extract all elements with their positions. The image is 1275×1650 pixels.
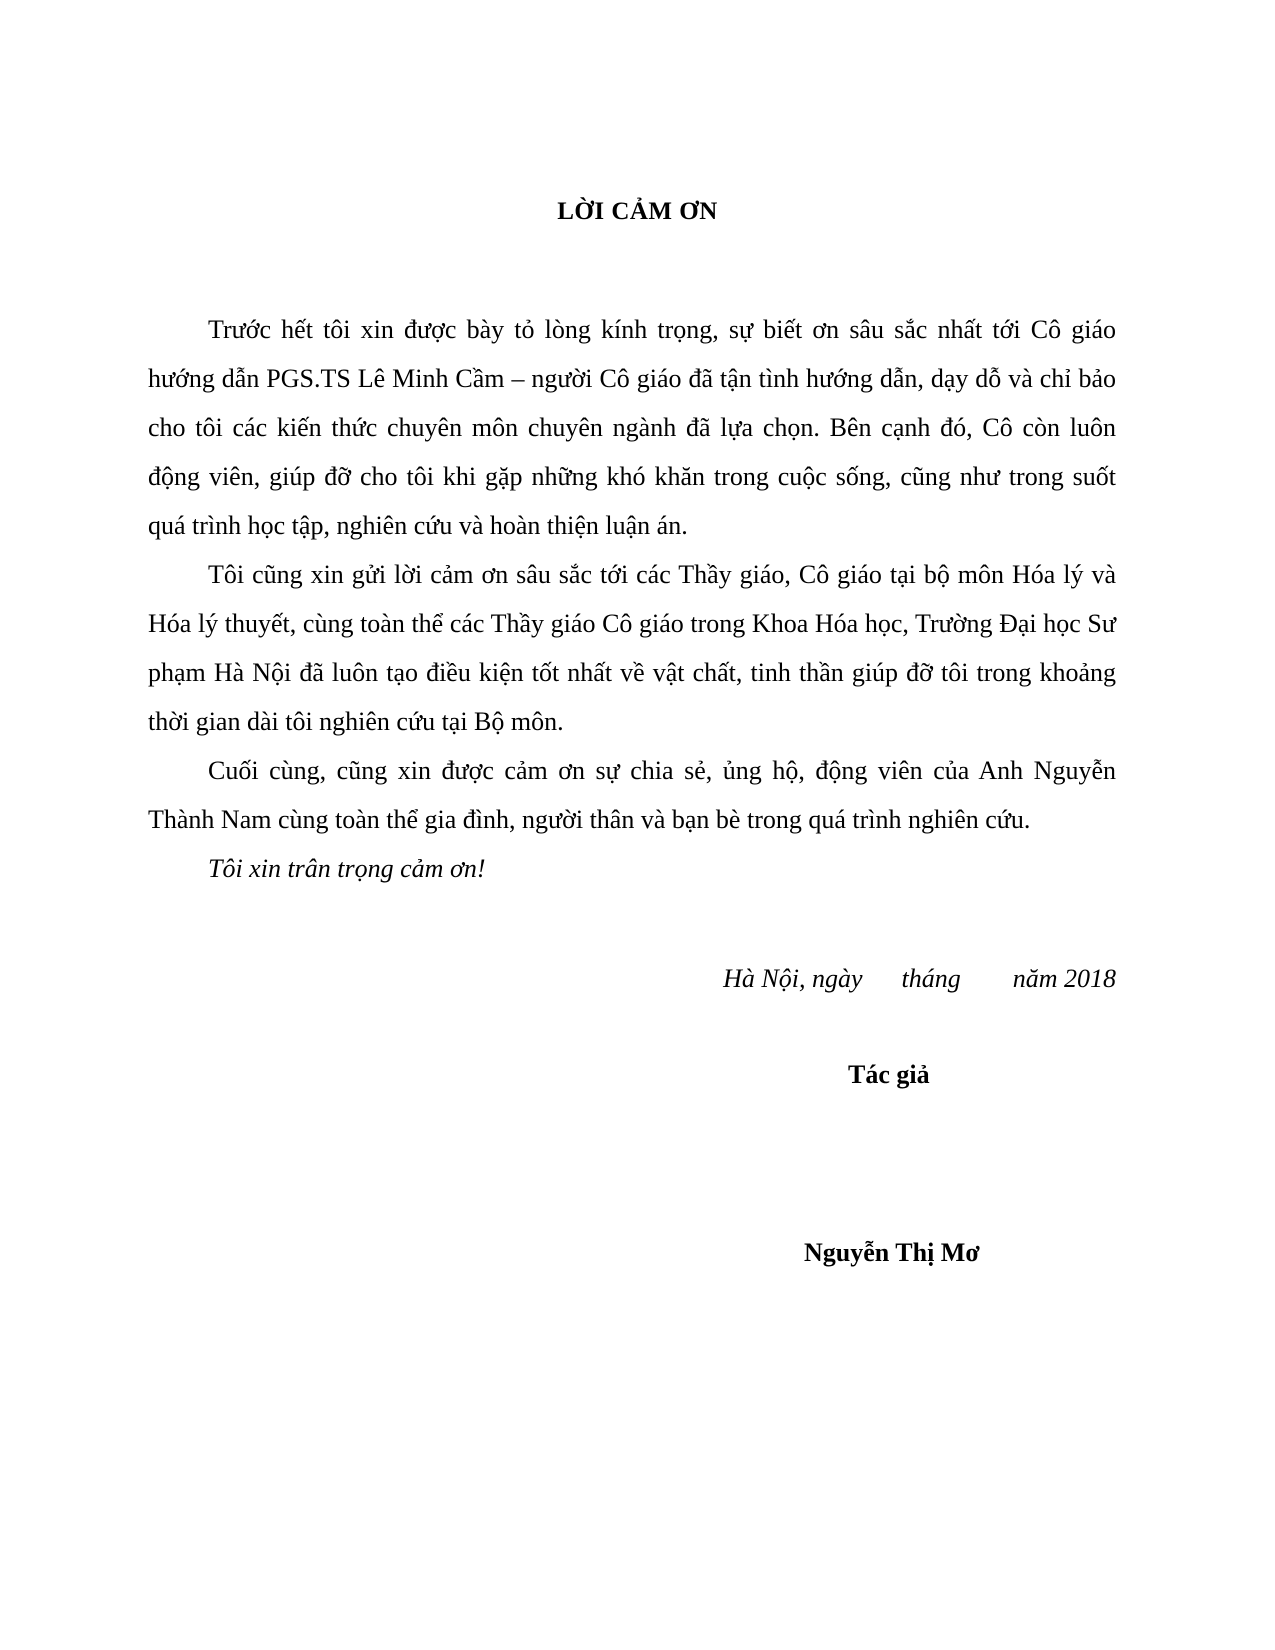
date-line: Hà Nội, ngày tháng năm 2018 <box>723 964 1116 993</box>
author-name: Nguyễn Thị Mơ <box>804 1238 980 1267</box>
body-text <box>148 305 1116 893</box>
paragraph-2: Tôi cũng xin gửi lời cảm ơn sâu sắc tới các Thầy giáo, Cô giáo tại bộ môn Hóa lý và Hóa lý thuyết, cùng toàn thể các Thầy giáo Cô giáo trong Khoa Hóa học, Trường Đại học Sư phạm Hà Nội đã luôn tạo điều kiện tốt nhất về vật chất, tinh thần giúp đỡ tôi trong khoảng thời gian dài tôi nghiên cứu tại Bộ môn. <box>148 560 1116 736</box>
author-label: Tác giả <box>848 1060 930 1089</box>
closing-line: Tôi xin trân trọng cảm ơn! <box>208 854 486 883</box>
page-title: LỜI CẢM ƠN <box>557 198 718 225</box>
paragraph-1: Trước hết tôi xin được bày tỏ lòng kính trọng, sự biết ơn sâu sắc nhất tới Cô giáo hướng dẫn PGS.TS Lê Minh Cầm – người Cô giáo đã tận tình hướng dẫn, dạy dỗ và chỉ bảo cho tôi các kiến thức chuyên môn chuyên ngành đã lựa chọn. Bên cạnh đó, Cô còn luôn động viên, giúp đỡ cho tôi khi gặp những khó khăn trong cuộc sống, cũng như trong suốt quá trình học tập, nghiên cứu và hoàn thiện luận án. <box>148 315 1116 540</box>
paragraph-3: Cuối cùng, cũng xin được cảm ơn sự chia sẻ, ủng hộ, động viên của Anh Nguyễn Thành Nam cùng toàn thể gia đình, người thân và bạn bè trong quá trình nghiên cứu. <box>148 756 1116 834</box>
